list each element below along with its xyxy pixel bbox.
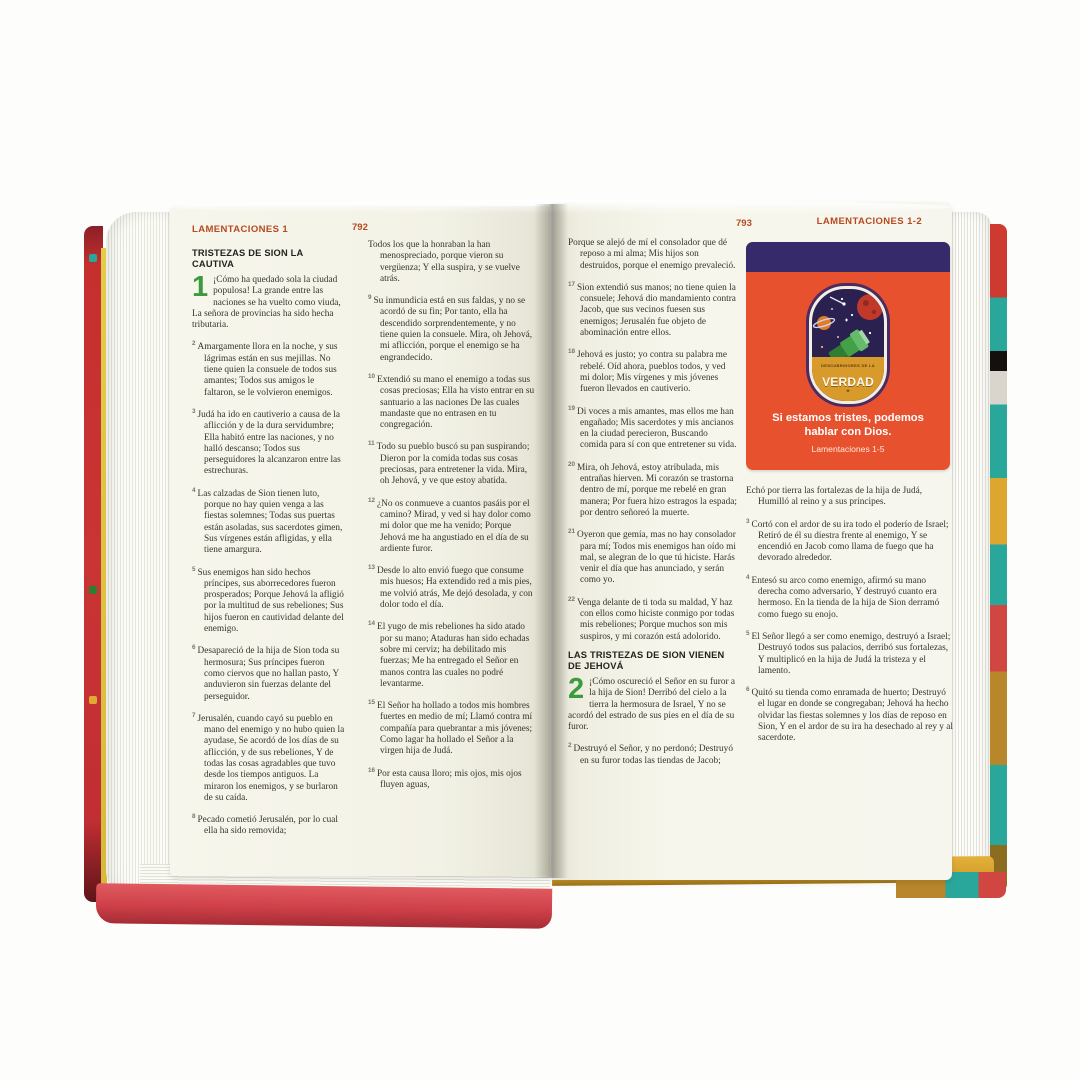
verse [368,618,535,690]
chapter-start-verse [192,271,345,331]
verse [568,279,737,339]
verdad-badge [809,286,887,404]
verse-number: 11 [368,440,375,448]
verse-number: 19 [568,404,576,412]
verse-number: 12 [368,496,376,504]
card-top-band [746,242,950,272]
verse [568,526,737,586]
verse [368,371,535,431]
verse-text: Jehová es justo; yo contra su palabra me rebelé. Oíd ahora, pueblos todos, y ved mi dolor; Mis vírgenes y mis jóvenes fueron llevados en cautiverio. [577,350,728,395]
page-number-right: 793 [736,218,752,229]
verse [192,564,345,636]
verse-number: 5 [746,629,750,637]
right-page-column-2-verses [746,486,954,745]
verse-number: 3 [192,407,196,415]
verse-number: 4 [192,486,196,494]
verse [746,684,954,744]
verse [368,765,535,792]
verse-text: ¡Cómo oscureció el Señor en su furor a la hija de Sion! Derribó del cielo a la tierra la hermosura de Israel, Y no se acordó del estrado de sus pies en el día de su furor. [568,676,736,733]
verse-text: ¡Cómo ha quedado sola la ciudad populosa! La grande entre las naciones se ha vuelto como viuda, La señora de provincias ha sido hecha tributaria. [192,275,341,331]
cover-dot-green [89,586,97,594]
verse [192,485,345,557]
chapter-number: 1 [192,271,209,303]
verse-number: 21 [568,528,576,536]
section-heading: LAS TRISTEZAS DE SION VIENEN DE JEHOVÁ [568,649,725,671]
verse-number: 3 [746,517,750,525]
cover-dot-yellow [89,696,97,704]
verse-text: Pecado cometió Jerusalén, por lo cual ella ha sido removida; [197,815,338,837]
verse-number: 7 [192,711,196,719]
verse-text: Judá ha ido en cautiverio a causa de la aflicción y de la dura servidumbre; Ella habitó entre las naciones, y no halló descanso; Todos sus perseguidores la alcanzaron entre las estrechuras. [197,409,341,477]
verse [746,516,954,565]
chapter-start-verse [568,672,737,733]
verse-number: 22 [568,595,576,603]
verse-text: Sus enemigos han sido hechos príncipes, sus aborrecedores fueron prosperados; Porque Jehová la afligió por la multitud de sus rebeliones; Sus hijos fueron en cautividad delante del enemigo. [197,567,344,635]
verse [192,406,345,478]
verse-number: 5 [192,565,196,573]
verse-number: 6 [192,644,196,652]
right-cover-pattern-edge [990,224,1007,892]
verse [368,697,535,757]
verse-text: Cortó con el ardor de su ira todo el poderío de Israel; Retiró de él su diestra frente al enemigo, Y se encendió en Jacob como llama de fuego que ha devorado alrededor. [751,519,949,564]
verse-text: Todo su pueblo buscó su pan suspirando; Dieron por la comida todas sus cosas preciosas, para entretener la vida. Mira, oh Jehová, y ve que estoy abatida. [376,442,530,487]
verse-number: 20 [568,460,576,468]
verse-text: Extendió su mano el enemigo a todas sus cosas preciosas; Ella ha visto entrar en su santuario a las naciones De las cuales mandaste que no entrasen en tu congregación. [377,374,535,431]
bottom-left-cover-board [96,883,552,929]
verse-text: Porque se alejó de mí el consolador que dé reposo a mi alma; Mis hijos son destruidos, porque el enemigo prevaleció. [568,238,736,271]
left-page-column-1 [192,246,345,870]
running-head-right: LAMENTACIONES 1-2 [816,216,922,227]
page-number-left: 792 [352,222,368,233]
verse [192,338,345,398]
verse-text: Entesó su arco como enemigo, afirmó su mano derecha como adversario, Y destruyó cuanto era hermoso. En la tienda de la hija de Sion derramó como fuego su enojo. [751,575,940,620]
cover-dot-teal [89,254,97,262]
verse-text: Su inmundicia está en sus faldas, y no se acordó de su fin; Por tanto, ella ha descendido sorprendentemente, y no tiene quien la consuele. Mira, oh Jehová, mi aflicción, porque el enemigo se ha engrandecido. [373,296,533,363]
verse [568,459,737,519]
feature-card [746,242,950,470]
verse-text: Destruyó el Señor, y no perdonó; Destruyó en su furor todas las tiendas de Jacob; [573,744,733,766]
verse-continuation [568,238,737,272]
verse-text: Sion extendió sus manos; no tiene quien la consuele; Jehová dio mandamiento contra Jacob, que sus vecinos fuesen sus enemigos; Jerusalén fue objeto de abominación entre ellos. [577,282,736,339]
verse-continuation [746,486,954,509]
verse-text: Echó por tierra las fortalezas de la hija de Judá, Humilló al reino y a sus príncipes. [746,486,923,508]
verse-text: Mira, oh Jehová, estoy atribulada, mis entrañas hierven. Mi corazón se trastorna dentro de mí, porque me rebelé en gran manera; Por fuera hizo estragos la espada; por dentro señoreó la muerte. [577,462,737,518]
verse [746,572,954,621]
left-page-column-2 [368,240,535,874]
verse [568,594,737,643]
verse-continuation [368,240,535,285]
verse-text: Desde lo alto envió fuego que consume mis huesos; Ha extendido red a mis pies, me volvió atrás, Me dejó desolada, y con dolor todo el día. [377,566,533,611]
card-message: Si estamos tristes, podemos hablar con Dios. [772,412,924,438]
badge-star-icon: ✦ [845,388,851,395]
verse [568,740,737,767]
verse-number: 18 [568,348,576,356]
card-scripture-reference: Lamentaciones 1-5 [811,444,885,454]
right-page-column-2 [746,242,954,878]
verse-text: Jerusalén, cuando cayó su pueblo en mano del enemigo y no hubo quien la ayudase, Se acordó de los días de su aflicción, y de sus rebeliones, Y de todas las cosas agradables que tuvo desde los tiempos antiguos. La miraron los enemigos, y se burlaron de su caída. [197,713,345,803]
spine-gutter-shadow [534,204,568,878]
verse-text: Di voces a mis amantes, mas ellos me han engañado; Mis sacerdotes y mis ancianos en la ciudad perecieron, Buscando comida para sí con que entretener su vida. [577,406,737,451]
right-page-stack-edge [950,212,992,888]
verse-text: Quitó su tienda como enramada de huerto; Destruyó el lugar en donde se congregaban; Jehová ha hecho olvidar las fiestas solemnes y los días de reposo en Sion, Y en el ardor de su ira ha desechado al rey y al sacerdote. [751,688,953,744]
verse-number: 2 [192,340,196,348]
verse-text: El yugo de mis rebeliones ha sido atado por su mano; Ataduras han sido echadas sobre mi cerviz; ha debilitado mis fuerzas; Me ha entregado el Señor en manos contra las cuales no podré levantarme. [377,622,530,689]
verse [746,628,954,677]
verse-text: Venga delante de ti toda su maldad, Y haz con ellos como hiciste conmigo por todas mis rebeliones; Porque muchos son mis suspiros, y mi corazón está adolorido. [577,597,735,642]
verse-text: El Señor ha hollado a todos mis hombres fuertes en medio de mí; Llamó contra mí compañía para quebrantar a mis jóvenes; Como lagar ha hollado el Señor a la virgen hija de Judá. [377,701,533,757]
verse-text: ¿No os conmueve a cuantos pasáis por el camino? Mirad, y ved si hay dolor como mi dolor que me ha venido; Porque Jehová me ha angustiado en el día de su ardiente furor. [377,498,531,554]
right-page-column-1 [568,238,737,878]
chapter-number: 2 [568,672,585,705]
left-page-stack-edge [106,212,172,900]
badge-title-label: VERDAD [822,374,874,389]
verse [368,562,535,611]
verse-number: 16 [368,766,376,774]
verse-number: 10 [368,372,376,380]
verse-number: 6 [746,686,750,694]
verse-text: Amargamente llora en la noche, y sus lágrimas están en sus mejillas. No tiene quien la consuele de todos sus amantes; Todos sus amigos le faltaron, se le volvieron enemigos. [197,342,338,398]
verse [568,346,737,395]
verse-text: Todos los que la honraban la han menospreciado, porque vieron su vergüenza; Y ella suspira, y se vuelve atrás. [368,240,520,284]
verse [568,403,737,452]
verse-number: 8 [192,813,196,821]
verse [192,710,345,804]
verse-text: Desapareció de la hija de Sion toda su hermosura; Sus príncipes fueron como ciervos que no hallan pasto, Y anduvieron sin fuerzas delante del perseguidor. [197,646,340,702]
verse-text: Las calzadas de Sion tienen luto, porque no hay quien venga a las fiestas solemnes; Todas sus puertas están asoladas, sus sacerdotes gimen, Sus vírgenes están afligidas, y ella tiene amargura. [197,488,343,556]
section-heading: TRISTEZAS DE SION LA CAUTIVA [192,248,304,269]
verse [368,292,535,364]
badge-kicker-label: DESCUBRIDORES DE LA [821,362,875,368]
verse-text: El Señor llegó a ser como enemigo, destruyó a Israel; Destruyó todos sus palacios, derribó sus fortalezas, Y multiplicó en la hija de Judá la tristeza y el lamento. [751,631,951,676]
verse-number: 14 [368,620,376,628]
verse-number: 2 [568,742,572,750]
verse [368,438,535,487]
verse [192,811,345,838]
verse-text: Por esta causa lloro; mis ojos, mis ojos fluyen aguas, [377,768,522,790]
verse-number: 4 [746,573,750,581]
verse-number: 17 [568,280,576,288]
verse-number: 9 [368,294,372,302]
verse [368,495,535,555]
running-head-left: LAMENTACIONES 1 [192,224,289,235]
verse [192,642,345,702]
verse-number: 15 [368,699,376,707]
verse-number: 13 [368,564,376,572]
verse-text: Oyeron que gemía, mas no hay consolador para mí; Todos mis enemigos han oído mi mal, se alegran de lo que tú hiciste. Harás venir el día que has anunciado, y serán como yo. [577,530,736,586]
